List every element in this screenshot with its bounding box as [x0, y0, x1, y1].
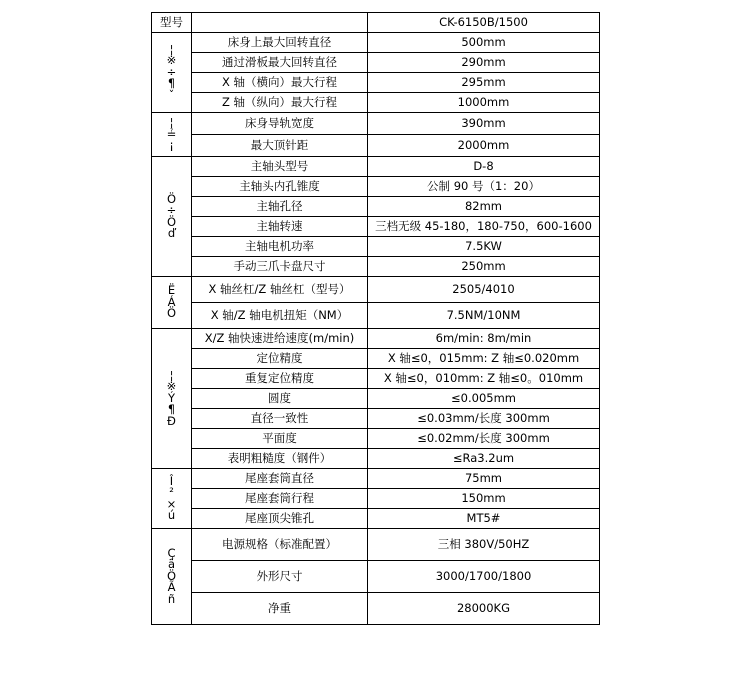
group-label-cell — [152, 469, 192, 529]
spec-value: 6m/min: 8m/min — [368, 329, 600, 349]
spec-table — [151, 12, 600, 625]
spec-label: 主轴孔径 — [192, 197, 368, 217]
spec-value: ≤0.005mm — [368, 389, 600, 409]
spec-value: 3000/1700/1800 — [368, 561, 600, 593]
model-blank-cell — [192, 13, 368, 33]
group-label-cell — [152, 33, 192, 113]
spec-value: 2505/4010 — [368, 277, 600, 303]
table-row — [152, 369, 600, 389]
group-mark: ¦ — [169, 115, 174, 130]
spec-value: 250mm — [368, 257, 600, 277]
group-mark: ñ — [167, 591, 176, 606]
group-mark: Ö — [166, 191, 177, 206]
group-mark: ¡ — [169, 138, 174, 153]
table-row — [152, 237, 600, 257]
spec-value: 公制 90 号（1：20） — [368, 177, 600, 197]
table-row — [152, 349, 600, 369]
table-row — [152, 449, 600, 469]
table-row — [152, 409, 600, 429]
group-mark: ú — [167, 508, 176, 522]
table-row — [152, 389, 600, 409]
table-row — [152, 561, 600, 593]
spec-label: 直径一致性 — [192, 409, 368, 429]
spec-value: 500mm — [368, 33, 600, 53]
table-row — [152, 489, 600, 509]
spec-label: 定位精度 — [192, 349, 368, 369]
table-row — [152, 93, 600, 113]
group-mark: ¦ — [169, 41, 174, 56]
spec-label: 外形尺寸 — [192, 561, 368, 593]
spec-label: 重复定位精度 — [192, 369, 368, 389]
spec-label: 圆度 — [192, 389, 368, 409]
group-mark: ※ — [166, 53, 177, 68]
table-row — [152, 257, 600, 277]
table-row — [152, 329, 600, 349]
spec-value: ≤0.02mm/长度 300mm — [368, 429, 600, 449]
spec-label: 净重 — [192, 593, 368, 625]
group-mark: Î — [169, 473, 174, 488]
spec-value: 390mm — [368, 113, 600, 135]
spec-label: 电源规格（标准配置） — [192, 529, 368, 561]
group-mark: Ð — [167, 413, 176, 428]
group-mark: Ã — [167, 580, 176, 595]
table-row — [152, 177, 600, 197]
spec-label: X 轴/Z 轴电机扭矩（NM） — [192, 303, 368, 329]
spec-label: 床身上最大回转直径 — [192, 33, 368, 53]
spec-value: X 轴≤0，010mm: Z 轴≤0。010mm — [368, 369, 600, 389]
table-row — [152, 113, 600, 135]
spec-value: X 轴≤0，015mm: Z 轴≤0.020mm — [368, 349, 600, 369]
spec-value: 三相 380V/50HZ — [368, 529, 600, 561]
spec-label: 主轴头内孔锥度 — [192, 177, 368, 197]
table-row — [152, 33, 600, 53]
table-row — [152, 277, 600, 303]
spec-label: 尾座顶尖锥孔 — [192, 509, 368, 529]
table-row — [152, 73, 600, 93]
spec-value: 82mm — [368, 197, 600, 217]
spec-label: 尾座套筒直径 — [192, 469, 368, 489]
model-row — [152, 13, 600, 33]
spec-value: 295mm — [368, 73, 600, 93]
table-row — [152, 429, 600, 449]
spec-label: 平面度 — [192, 429, 368, 449]
spec-value: 1000mm — [368, 93, 600, 113]
table-row — [152, 529, 600, 561]
table-row — [152, 217, 600, 237]
group-mark: ² — [169, 485, 174, 499]
spec-label: 主轴头型号 — [192, 157, 368, 177]
group-mark: Ö — [166, 214, 177, 229]
table-row — [152, 303, 600, 329]
spec-label: 尾座套筒行程 — [192, 489, 368, 509]
group-mark: ≟ — [166, 126, 177, 141]
group-mark: ä — [167, 557, 176, 572]
group-label-cell — [152, 529, 192, 625]
spec-label: 最大顶针距 — [192, 135, 368, 157]
group-mark: ď — [167, 226, 176, 240]
spec-label: 手动三爪卡盘尺寸 — [192, 257, 368, 277]
spec-label: X 轴（横向）最大行程 — [192, 73, 368, 93]
spec-value: 75mm — [368, 469, 600, 489]
table-row — [152, 157, 600, 177]
group-label-cell — [152, 157, 192, 277]
spec-value: 7.5KW — [368, 237, 600, 257]
table-row — [152, 469, 600, 489]
group-mark: ˇ — [168, 87, 175, 102]
group-label-cell — [152, 113, 192, 157]
group-mark: ¦ — [169, 367, 174, 382]
table-row — [152, 197, 600, 217]
spec-value: 28000KG — [368, 593, 600, 625]
spec-label: 主轴转速 — [192, 217, 368, 237]
table-row — [152, 135, 600, 157]
spec-value: 150mm — [368, 489, 600, 509]
table-row — [152, 53, 600, 73]
spec-label: Z 轴（纵向）最大行程 — [192, 93, 368, 113]
spec-label: X/Z 轴快速进给速度(m/min) — [192, 329, 368, 349]
spec-label: 床身导轨宽度 — [192, 113, 368, 135]
group-mark: Ö — [166, 568, 177, 583]
table-row — [152, 593, 600, 625]
group-mark: Ç — [167, 545, 176, 560]
group-mark: ※ — [166, 379, 177, 394]
group-mark: Á — [167, 294, 176, 309]
spec-value: D-8 — [368, 157, 600, 177]
model-value: CK-6150B/1500 — [368, 13, 600, 33]
spec-value: 290mm — [368, 53, 600, 73]
group-mark: ¶ — [167, 402, 176, 417]
group-mark: ÷ — [166, 203, 177, 217]
table-row — [152, 509, 600, 529]
group-mark: ¶ — [167, 76, 176, 91]
group-mark: ÷ — [166, 64, 177, 79]
group-mark: × — [166, 496, 177, 511]
spec-label: X 轴丝杠/Z 轴丝杠（型号） — [192, 277, 368, 303]
spec-value: ≤0.03mm/长度 300mm — [368, 409, 600, 429]
spec-value: MT5# — [368, 509, 600, 529]
spec-label: 通过滑板最大回转直径 — [192, 53, 368, 73]
spec-label: 主轴电机功率 — [192, 237, 368, 257]
model-label: 型号 — [152, 13, 192, 33]
spec-value: ≤Ra3.2um — [368, 449, 600, 469]
spec-value: 7.5NM/10NM — [368, 303, 600, 329]
group-mark: Ý — [167, 390, 176, 405]
spec-value: 三档无级 45-180，180-750，600-1600 — [368, 217, 600, 237]
group-mark: Ö — [166, 306, 177, 321]
group-label-cell — [152, 277, 192, 329]
group-mark: Ë — [167, 283, 176, 298]
spec-label: 表明粗糙度（钢件） — [192, 449, 368, 469]
spec-value: 2000mm — [368, 135, 600, 157]
group-label-cell — [152, 329, 192, 469]
